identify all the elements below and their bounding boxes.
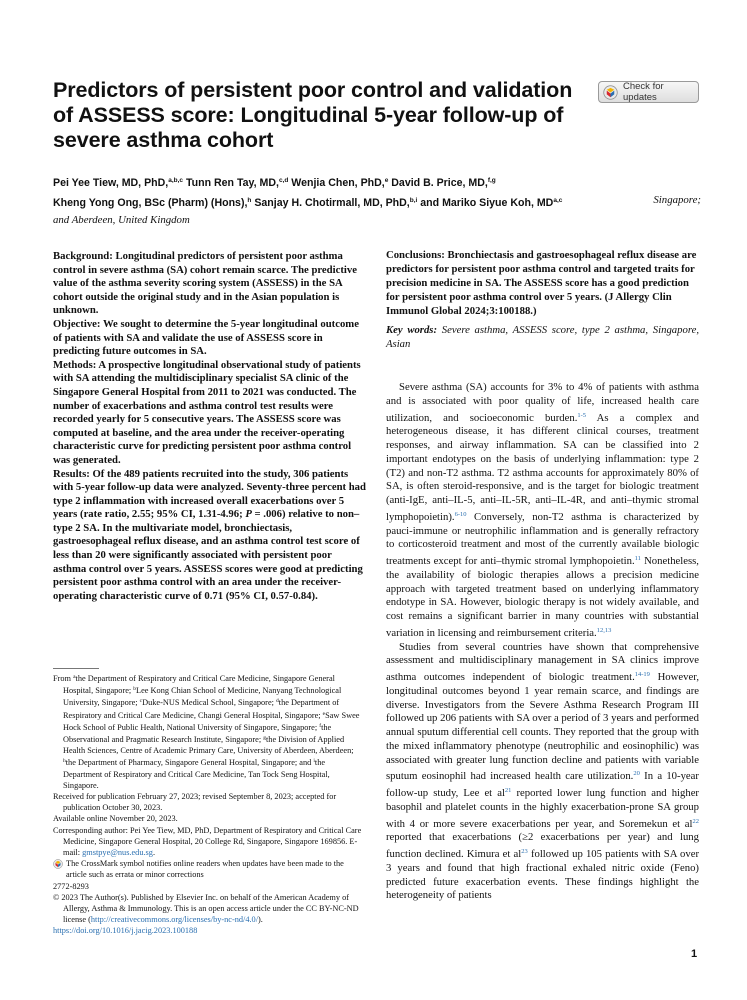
- abstract-objective: Objective: We sought to determine the 5-year longitudinal outcome of patients with SA and validate the use of ASSESS score in predicting future outcomes in SA.: [53, 317, 359, 358]
- affiliation-marks: c,d: [278, 177, 289, 184]
- crossmark-icon: [603, 85, 618, 100]
- copyright: © 2023 The Author(s). Published by Elsevier Inc. on behalf of the American Academy of Allergy, Asthma & Immunology. This is an open access article under the CC BY-NC-ND license (http://creativecommons.org/licenses/by-nc-nd/4.0/).: [53, 892, 359, 925]
- reference-link[interactable]: 1-5: [577, 411, 587, 419]
- author-name[interactable]: David B. Price, MD,: [388, 177, 488, 189]
- author-list: [53, 172, 701, 229]
- doi-link[interactable]: https://doi.org/10.1016/j.jacig.2023.100188: [53, 926, 198, 936]
- reference-link[interactable]: 11: [634, 555, 641, 562]
- author-name[interactable]: Wenjia Chen, PhD,: [288, 177, 385, 189]
- crossmark-note: The CrossMark symbol notifies online readers when updates have been made to the article such as errata or minor corrections: [53, 858, 365, 880]
- author-name[interactable]: Sanjay H. Chotirmall, MD, PhD,: [251, 197, 410, 209]
- affiliation-marks: f,g: [487, 177, 496, 184]
- reference-link[interactable]: 21: [504, 787, 512, 794]
- author-location: Singapore;: [653, 194, 701, 206]
- abstract-conclusions: Conclusions: Bronchiectasis and gastroesophageal reflux disease are predictors for persistent poor asthma control and targeted traits for precision medicine in SA. The ASSESS score has a good prediction for persistent poor asthma control over 5 years. (J Allergy Clin Immunol Global 2024;3:100188.): [386, 249, 697, 317]
- available-online: Available online November 20, 2023.: [53, 814, 178, 824]
- abstract-results: Results: Of the 489 patients recruited into the study, 306 patients with 5-year follow-up data were analyzed. Seventy-three percent had type 2 inflammation with increased overall exacerbations over 5 years (rate ratio, 2.55; 95% CI, 1.31-4.96; P = .006) relative to non–type 2 SA. In the multivariate model, bronchiectasis, gastroesophageal reflux disease, and an asthma control test score of less than 20 were significantly associated with persistent poor asthma control over 5 years. ASSESS scores were good at predicting persistent poor asthma control with an area under the receiver-operating characteristic curve of 0.71 (95% CI, 0.57-0.84).: [53, 467, 366, 602]
- reference-link[interactable]: 23: [521, 848, 528, 855]
- affiliation-marks: b,i: [409, 197, 418, 204]
- affiliation-marks: e: [384, 177, 389, 184]
- abstract-left-column: [53, 250, 366, 603]
- body-paragraph: Severe asthma (SA) accounts for 3% to 4% of patients with asthma and is associated with poor quality of life, increased health care utilization, and socioeconomic burden.$^{1-5}$ As a complex and heterogeneous disease, it has different clinical courses, treatment responses, and airway inflammation. SA can be classified into 2 important endotypes on the basis of underlying inflammation: type 2 (T2) and non-T2 asthma. T2 asthma accounts for approximately 80% of SA, is often steroid-responsive, and is the target for biologic treatment (anti-IgE, anti–IL-5, anti–IL-5R, anti–IL-4R, and anti–thymic stromal lymphopoietin).$^{6-10}$ Conversely, non-T2 asthma is characterized by pauci-immune or neutrophilic inflammation and is generally refractory to corticosteroid treatment and most of the currently available biologic treatments except for anti–thymic stromal lymphopoietin.$^{11}$ Nonetheless, the availability of biologic therapies allows a precision medicine approach with targeted treatment based on underlying inflammatory endotype in SA. However, biologic therapy is not widely available, and cost remains a significant barrier in many countries with substantial variation in licensing and reimbursement criteria.$^{12,13}$: [386, 381, 699, 639]
- check-for-updates-label: Check for updates: [623, 81, 664, 103]
- page-number: 1: [691, 948, 698, 960]
- corresponding-author: Corresponding author: Pei Yee Tiew, MD, PhD, Department of Respiratory and Critical Care Medicine, Singapore General Hospital, 20 College Rd, Singapore, Singapore 169856. E-mail: gmstpye@nus.edu.sg.: [53, 825, 362, 858]
- check-for-updates-button[interactable]: [598, 81, 699, 103]
- affiliations: From $^a$the Department of Respiratory and Critical Care Medicine, Singapore General Hospital, Singapore; $^b$Lee Kong Chian School of Medicine, Nanyang Technological University, Singapore; $^c$Duke-NUS Medical School, Singapore; $^d$the Department of Respiratory and Critical Care Medicine, Changi General Hospital, Singapore; $^e$Saw Swee Hock School of Public Health, National University of Singapore, Singapore; $^f$the Observational and Pragmatic Research Institute, Singapore; $^g$the Division of Applied Health Sciences, Centre of Academic Primary Care, University of Aberdeen, Aberdeen; $^h$the Department of Pharmacy, Singapore General Hospital, Singapore; and $^i$the Department of Respiratory and Critical Care Medicine, Tan Tock Seng Hospital, Singapore.: [53, 674, 360, 790]
- author-name[interactable]: Pei Yee Tiew, MD, PhD,: [53, 177, 169, 189]
- abstract-methods: Methods: A prospective longitudinal observational study of patients with SA attending the multidisciplinary specialist SA clinic of the Singapore General Hospital from 2011 to 2021 was conducted. The number of exacerbations and asthma control test results were recorded yearly for 5 consecutive years. The ASSESS score was computed at baseline, and the area under the receiver-operating characteristic curve for predicting persistent poor asthma control was generated.: [53, 358, 361, 466]
- article-title: Predictors of persistent poor control and validation of ASSESS score: Longitudinal 5-year follow-up of severe asthma cohort: [53, 78, 573, 152]
- license-link[interactable]: http://creativecommons.org/licenses/by-nc-nd/4.0/: [90, 915, 259, 925]
- body-paragraph: Studies from several countries have shown that comprehensive assessment and multidisciplinary management in SA clinics improve asthma outcomes independent of biologic treatment.$^{14-19}$ However, longitudinal outcomes beyond 1 year remain scarce, and findings are diverse. Investigators from the Severe Asthma Research Program III followed up 206 patients with SA over a period of 3 years and performed annual sputum differential cell counts. They reported that the group with the mixed inflammatory phenotype (neutrophilic and eosinophilic) was associated with greater lung function decline and patients with variable sputum eosinophil had increased health care utilization.$^{20}$ In a 10-year follow-up study, Lee et $al^{21}$ reported lower lung function and higher basophil and platelet counts in the highly exacerbation-prone SA group with 4 or more severe exacerbations per year, and Soremekun et $al^{22}$ reported that exacerbations (≥2 exacerbations per year) and lung function declined. Kimura et $al^{23}$ followed up 105 patients with SA over 3 years and found that high fractional exhaled nitric oxide (Feno) predicted future exacerbation events. These findings highlight the heterogeneity of patients: [386, 640, 700, 902]
- author-location: and Aberdeen, United Kingdom: [53, 214, 190, 226]
- reference-link[interactable]: 14-19: [634, 671, 650, 678]
- author-name[interactable]: Tunn Ren Tay, MD,: [183, 177, 279, 189]
- affiliation-marks: h: [247, 197, 252, 204]
- received-dates: Received for publication February 27, 2023; revised September 8, 2023; accepted for publication October 30, 2023.: [53, 792, 337, 813]
- reference-link[interactable]: 22: [692, 817, 699, 825]
- abstract-background: Background: Longitudinal predictors of persistent poor asthma control in severe asthma (SA) cohort remain scarce. The predictive value of the asthma severity scoring system (ASSESS) in the SA cohort outside the original study and in the Asian population is unknown.: [53, 250, 357, 317]
- body-text: [386, 381, 699, 903]
- reference-link[interactable]: 20: [633, 770, 640, 778]
- keywords-list: Severe asthma, ASSESS score, type 2 asthma, Singapore, Asian: [386, 324, 699, 350]
- citation: (J Allergy Clin Immunol Global 2024;3:100188.): [386, 291, 672, 317]
- reference-link[interactable]: 6-10: [454, 510, 467, 518]
- crossmark-icon: [53, 859, 63, 869]
- email-link[interactable]: gmstpye@nus.edu.sg: [82, 848, 153, 858]
- keywords: [386, 324, 699, 351]
- issn: 2772-8293: [53, 881, 89, 891]
- footnote-divider: [53, 668, 99, 669]
- affiliation-marks: a,c: [553, 197, 563, 204]
- keywords-label: Key words:: [386, 324, 438, 336]
- reference-link[interactable]: 12,13: [596, 626, 612, 634]
- author-name[interactable]: and Mariko Siyue Koh, MD: [417, 197, 554, 209]
- footnotes: [53, 672, 365, 937]
- affiliation-marks: a,b,c: [168, 177, 184, 184]
- author-name[interactable]: Kheng Yong Ong, BSc (Pharm) (Hons),: [53, 197, 248, 209]
